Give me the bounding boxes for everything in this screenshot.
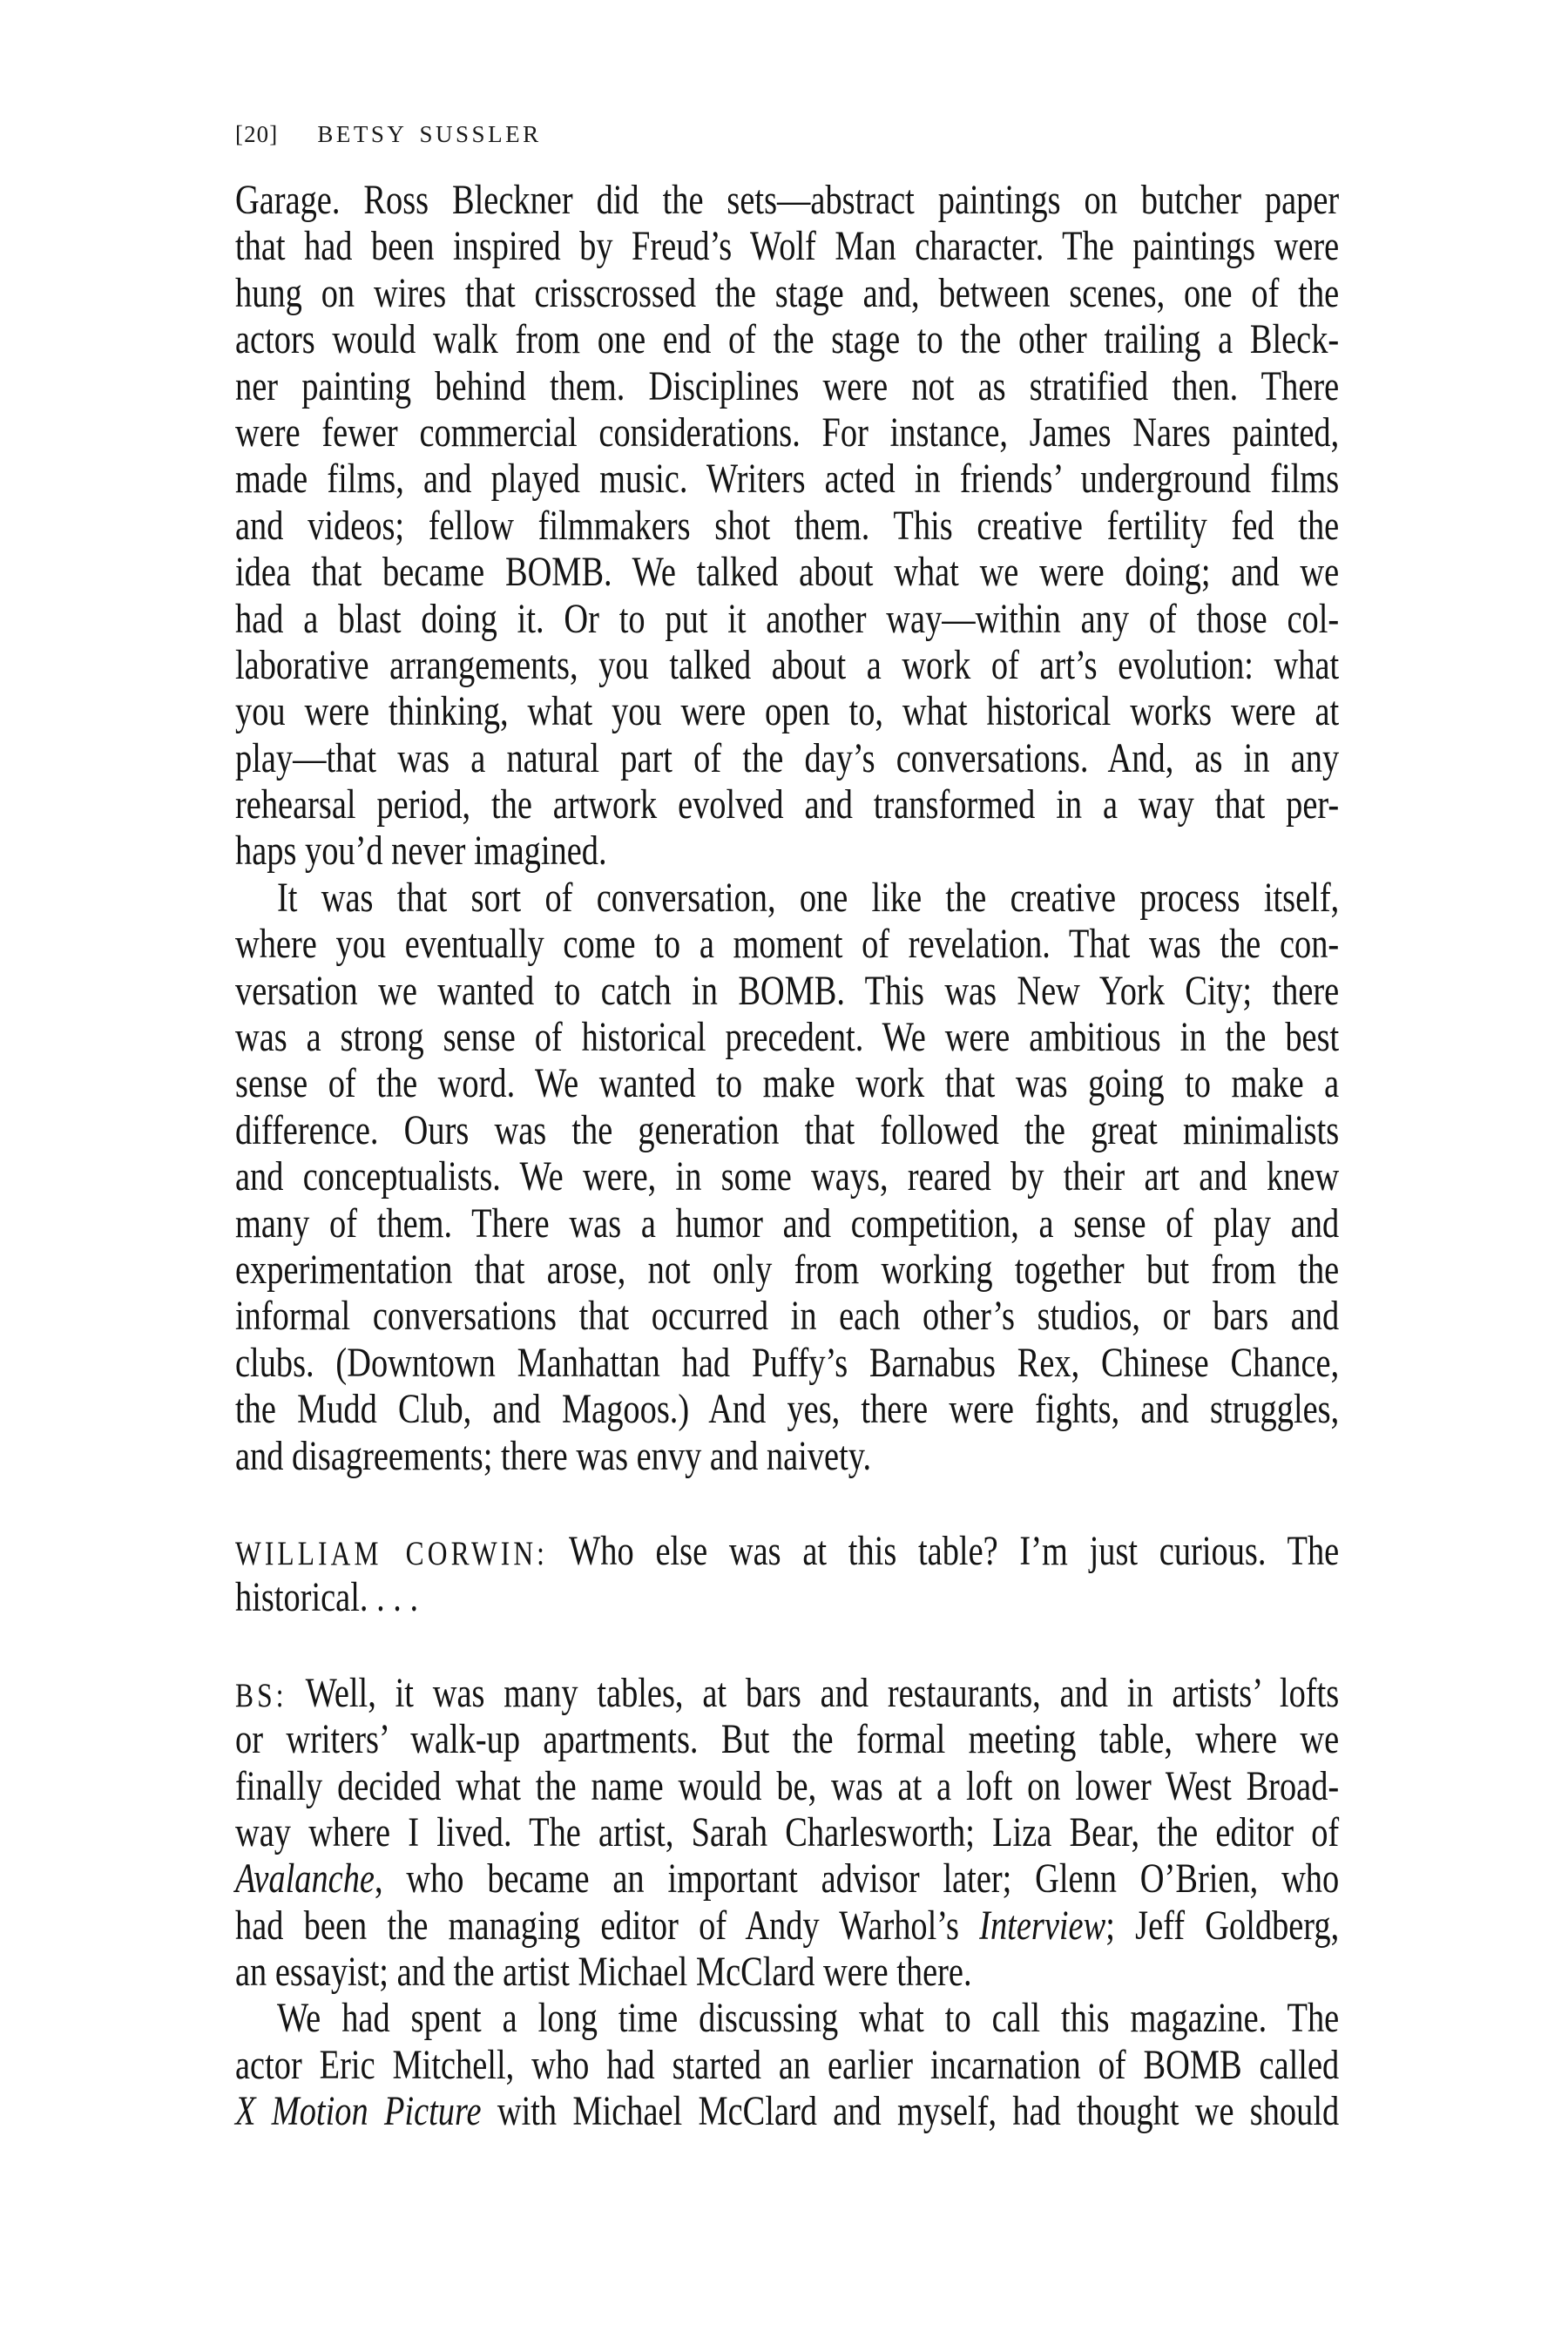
text-line <box>235 1014 1339 1060</box>
text-segment: , who became an important advisor later; Glenn O’Brien, who <box>374 1855 1340 1903</box>
text-line <box>235 363 1339 409</box>
text-line <box>235 1716 1339 1762</box>
text-segment: actors would walk from one end of the stage to the other trailing a Bleck- <box>235 316 1340 363</box>
italic-title: Interview <box>979 1902 1106 1949</box>
text-segment: finally decided what the name would be, was at a loft on lower West Broad- <box>235 1762 1340 1809</box>
text-line <box>235 2088 1339 2134</box>
text-segment: ; Jeff Goldberg, <box>1105 1902 1340 1949</box>
text-line <box>235 549 1339 595</box>
text-line <box>235 875 1339 921</box>
text-line <box>235 1995 1339 2041</box>
text-segment: an essayist; and the artist Michael McClard were there. <box>235 1949 972 1996</box>
text-line <box>235 1855 1339 1902</box>
speaker-label: WILLIAM CORWIN: <box>235 1533 549 1572</box>
text-line <box>235 503 1339 549</box>
text-segment: and videos; fellow filmmakers shot them. This creative fertility fed the <box>235 502 1340 549</box>
text-line <box>235 2042 1339 2088</box>
text-line <box>235 270 1339 316</box>
text-line <box>235 968 1339 1014</box>
text-segment: had been the managing editor of Andy Warhol’s <box>235 1902 980 1949</box>
text-line <box>235 177 1339 223</box>
text-segment: We had spent a long time discussing what to call this magazine. The <box>277 1995 1340 2042</box>
text-segment: play—that was a natural part of the day’s conversations. And, as in any <box>235 734 1340 781</box>
text-segment: It was that sort of conversation, one like the creative process itself, <box>277 874 1340 921</box>
text-line <box>235 1903 1339 1949</box>
text-line <box>235 223 1339 269</box>
text-segment: and disagreements; there was envy and naivety. <box>235 1432 872 1479</box>
text-segment: the Mudd Club, and Magoos.) And yes, there were fights, and struggles, <box>235 1386 1340 1433</box>
text-segment: were fewer commercial considerations. For instance, James Nares painted, <box>235 409 1340 456</box>
text-line <box>235 316 1339 362</box>
text-segment: laborative arrangements, you talked about a work of art’s evolution: what <box>235 641 1340 688</box>
text-line <box>235 1949 1339 1995</box>
text-segment: you were thinking, what you were open to, what historical works were at <box>235 688 1340 735</box>
text-segment: had a blast doing it. Or to put it another way—within any of those col- <box>235 595 1340 642</box>
text-segment: clubs. (Downtown Manhattan had Puffy’s Barnabus Rex, Chinese Chance, <box>235 1339 1340 1386</box>
text-line <box>235 1670 1339 1716</box>
text-segment: idea that became BOMB. We talked about what we were doing; and we <box>235 549 1340 596</box>
text-line <box>235 1386 1339 1432</box>
text-segment: or writers’ walk-up apartments. But the formal meeting table, where we <box>235 1716 1340 1763</box>
text-line <box>235 1340 1339 1386</box>
text-line <box>235 735 1339 781</box>
text-line <box>235 1433 1339 1479</box>
running-header-author: BETSY SUSSLER <box>317 121 542 147</box>
text-line <box>235 409 1339 456</box>
text-segment: versation we wanted to catch in BOMB. This was New York City; there <box>235 967 1340 1014</box>
text-segment: and conceptualists. We were, in some ways, reared by their art and knew <box>235 1153 1340 1200</box>
body-text <box>235 177 1568 2135</box>
text-segment: ner painting behind them. Disciplines were not as stratified then. There <box>235 362 1340 409</box>
text-segment: experimentation that arose, not only from working together but from the <box>235 1246 1340 1293</box>
text-segment: Well, it was many tables, at bars and restaurants, and in artists’ lofts <box>287 1669 1340 1716</box>
text-segment: Garage. Ross Bleckner did the sets—abstract paintings on butcher paper <box>235 177 1340 223</box>
text-line <box>235 1528 1339 1574</box>
text-line <box>235 1293 1339 1339</box>
text-segment: rehearsal period, the artwork evolved and transformed in a way that per- <box>235 781 1340 828</box>
text-segment: historical. . . . <box>235 1574 419 1621</box>
text-line <box>235 596 1339 642</box>
text-line <box>235 456 1339 502</box>
text-segment: actor Eric Mitchell, who had started an earlier incarnation of BOMB called <box>235 2041 1340 2088</box>
text-segment: haps you’d never imagined. <box>235 828 607 875</box>
text-line <box>235 921 1339 967</box>
speaker-label: BS: <box>235 1675 287 1714</box>
text-line <box>235 1574 1339 1620</box>
text-segment: Who else was at this table? I’m just curious. The <box>548 1527 1340 1574</box>
text-segment: informal conversations that occurred in each other’s studios, or bars and <box>235 1293 1340 1340</box>
text-segment: way where I lived. The artist, Sarah Charlesworth; Liza Bear, the editor of <box>235 1808 1340 1855</box>
text-segment: that had been inspired by Freud’s Wolf Man character. The paintings were <box>235 223 1340 270</box>
text-segment: difference. Ours was the generation that followed the great minimalists <box>235 1106 1340 1153</box>
text-segment: was a strong sense of historical precedent. We were ambitious in the best <box>235 1014 1340 1061</box>
text-segment: made films, and played music. Writers acted in friends’ underground films <box>235 456 1340 503</box>
italic-title: Avalanche <box>235 1855 375 1903</box>
text-line <box>235 1153 1339 1200</box>
text-line <box>235 688 1339 734</box>
text-segment: where you eventually come to a moment of revelation. That was the con- <box>235 921 1340 968</box>
text-line <box>235 1200 1339 1247</box>
text-line <box>235 1247 1339 1293</box>
text-line <box>235 1809 1339 1855</box>
text-line <box>235 1763 1339 1809</box>
text-line <box>235 781 1339 828</box>
text-segment: many of them. There was a humor and competition, a sense of play and <box>235 1200 1340 1247</box>
text-segment: sense of the word. We wanted to make work that was going to make a <box>235 1060 1340 1107</box>
running-header <box>235 123 542 146</box>
page-number: [20] <box>235 121 279 147</box>
italic-title: X Motion Picture <box>235 2088 482 2135</box>
text-line <box>235 828 1339 874</box>
text-line <box>235 642 1339 688</box>
text-line <box>235 1107 1339 1153</box>
text-line <box>235 1060 1339 1106</box>
text-segment: hung on wires that crisscrossed the stage and, between scenes, one of the <box>235 269 1340 316</box>
text-segment: with Michael McClard and myself, had thought we should <box>481 2088 1340 2135</box>
